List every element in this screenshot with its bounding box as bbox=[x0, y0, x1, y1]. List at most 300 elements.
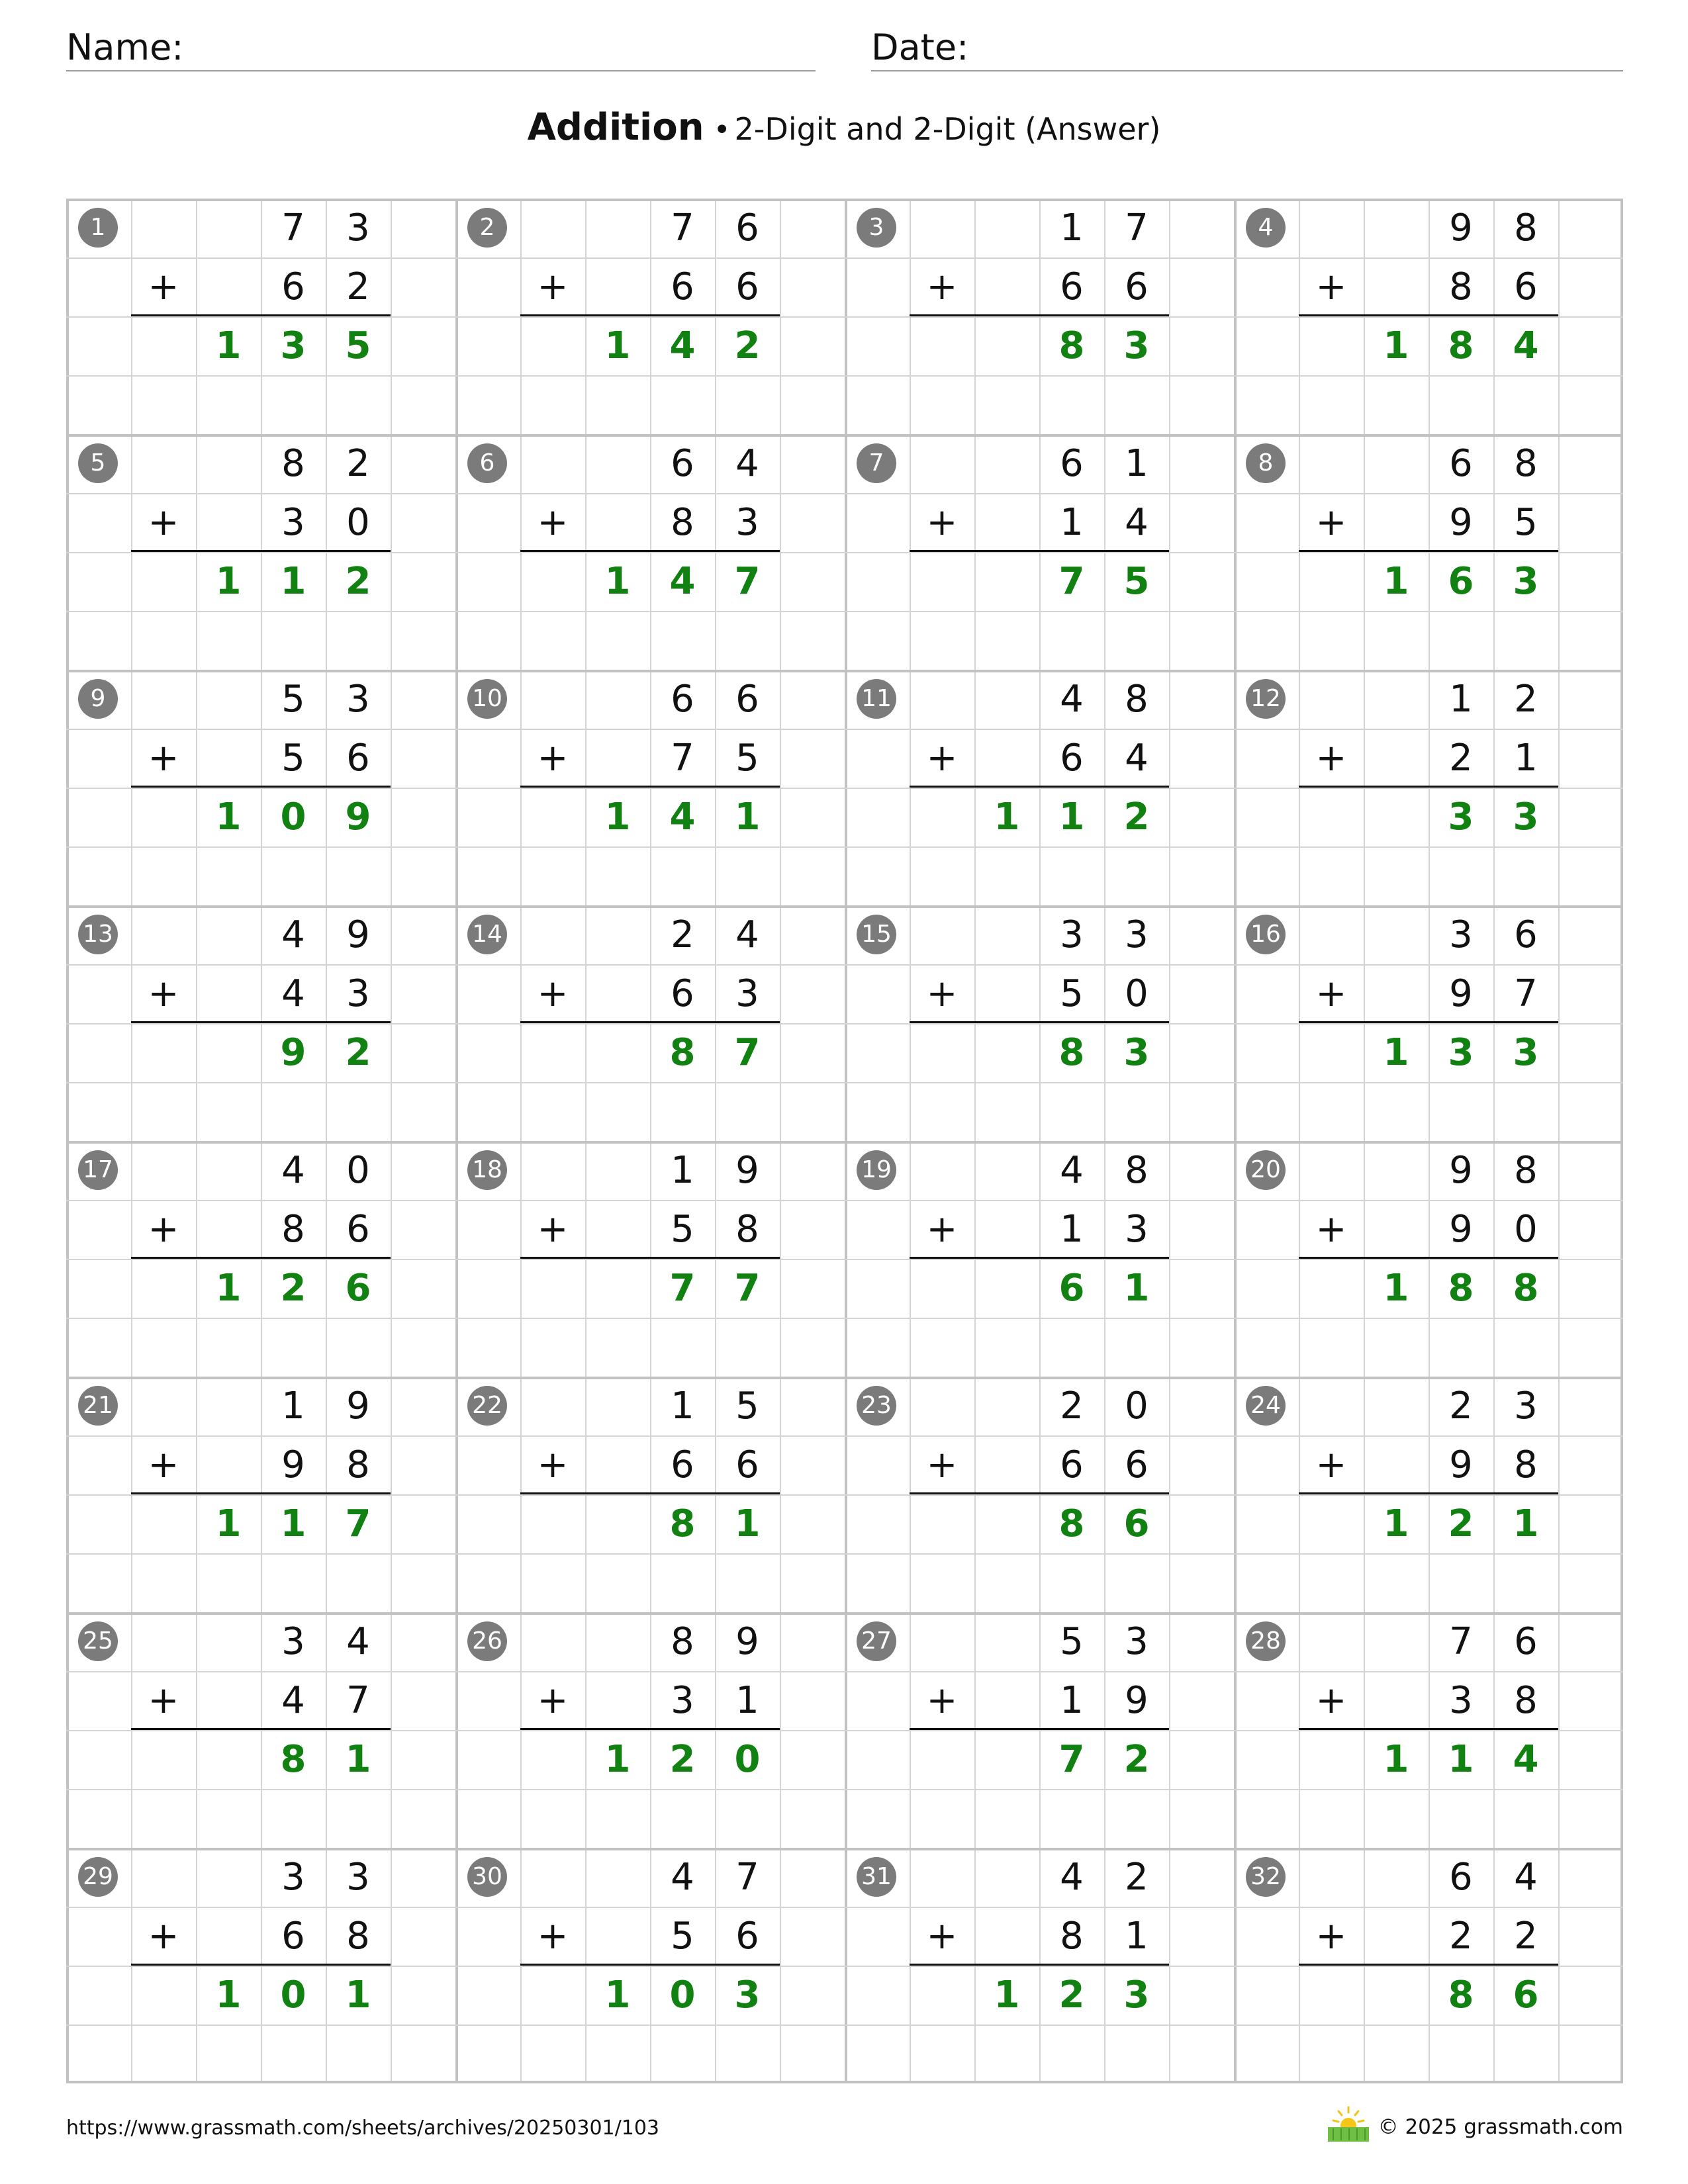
addend-top-digit: 2 bbox=[1449, 1385, 1473, 1428]
problem-number-badge: 3 bbox=[857, 208, 896, 248]
addend-bottom-digit: 6 bbox=[1125, 265, 1149, 308]
problem-31 bbox=[845, 1848, 1234, 2083]
addend-bottom-digit: 6 bbox=[671, 265, 694, 308]
problem-number-badge: 32 bbox=[1246, 1857, 1286, 1897]
answer-digit: 1 bbox=[604, 1738, 631, 1781]
addend-bottom-digit: 6 bbox=[1125, 1443, 1149, 1486]
answer-digit: 3 bbox=[1448, 796, 1474, 839]
addend-bottom-digit: 1 bbox=[1060, 501, 1084, 544]
plus-sign: + bbox=[148, 1915, 179, 1958]
addend-top-digit: 5 bbox=[1060, 1620, 1084, 1663]
problem-18 bbox=[455, 1141, 845, 1377]
answer-digit: 3 bbox=[734, 1974, 761, 2017]
plus-sign: + bbox=[926, 737, 958, 780]
answer-digit: 4 bbox=[669, 324, 696, 367]
addend-bottom-digit: 1 bbox=[1125, 1915, 1149, 1958]
title-subtitle: 2-Digit and 2-Digit (Answer) bbox=[734, 111, 1161, 147]
addend-top-digit: 6 bbox=[1514, 1620, 1538, 1663]
name-field[interactable] bbox=[66, 25, 816, 71]
problem-24 bbox=[1234, 1377, 1623, 1612]
problem-4 bbox=[1234, 199, 1623, 434]
plus-sign: + bbox=[148, 1679, 179, 1722]
answer-digit: 6 bbox=[1448, 560, 1474, 603]
answer-digit: 7 bbox=[1058, 1738, 1085, 1781]
problem-number-badge: 10 bbox=[467, 679, 507, 719]
addend-top-digit: 9 bbox=[1449, 1149, 1473, 1192]
addend-top-digit: 7 bbox=[281, 206, 305, 250]
answer-digit: 8 bbox=[1058, 1502, 1085, 1545]
addend-top-digit: 4 bbox=[1514, 1856, 1538, 1899]
addend-top-digit: 9 bbox=[1449, 206, 1473, 250]
answer-digit: 1 bbox=[215, 560, 242, 603]
problem-17 bbox=[66, 1141, 455, 1377]
date-field[interactable] bbox=[871, 25, 1623, 71]
addend-top-digit: 4 bbox=[346, 1620, 370, 1663]
problem-16 bbox=[1234, 905, 1623, 1141]
problem-number-badge: 31 bbox=[857, 1857, 896, 1897]
answer-digit: 1 bbox=[280, 560, 306, 603]
problem-21 bbox=[66, 1377, 455, 1612]
addend-bottom-digit: 1 bbox=[1060, 1208, 1084, 1251]
addend-top-digit: 4 bbox=[735, 913, 759, 956]
problem-number-badge: 25 bbox=[78, 1621, 118, 1661]
answer-digit: 5 bbox=[1123, 560, 1150, 603]
addend-top-digit: 3 bbox=[346, 1856, 370, 1899]
answer-digit: 1 bbox=[1383, 324, 1409, 367]
plus-sign: + bbox=[148, 737, 179, 780]
addend-bottom-digit: 8 bbox=[671, 501, 694, 544]
answer-digit: 3 bbox=[280, 324, 306, 367]
answer-digit: 2 bbox=[345, 1031, 371, 1074]
problem-15 bbox=[845, 905, 1234, 1141]
problem-13 bbox=[66, 905, 455, 1141]
addend-top-digit: 5 bbox=[735, 1385, 759, 1428]
addend-bottom-digit: 0 bbox=[1514, 1208, 1538, 1251]
answer-digit: 8 bbox=[280, 1738, 306, 1781]
answer-digit: 1 bbox=[1123, 1267, 1150, 1310]
addend-top-digit: 7 bbox=[1449, 1620, 1473, 1663]
answer-digit: 7 bbox=[734, 1031, 761, 1074]
answer-digit: 1 bbox=[215, 324, 242, 367]
addend-top-digit: 6 bbox=[1060, 442, 1084, 485]
addend-bottom-digit: 3 bbox=[735, 972, 759, 1015]
addend-top-digit: 1 bbox=[281, 1385, 305, 1428]
plus-sign: + bbox=[1315, 501, 1347, 544]
answer-digit: 0 bbox=[734, 1738, 761, 1781]
answer-digit: 9 bbox=[280, 1031, 306, 1074]
answer-digit: 1 bbox=[604, 1974, 631, 2017]
addend-bottom-digit: 8 bbox=[1449, 265, 1473, 308]
addend-top-digit: 0 bbox=[346, 1149, 370, 1192]
addend-bottom-digit: 8 bbox=[735, 1208, 759, 1251]
plus-sign: + bbox=[537, 265, 569, 308]
problem-number-badge: 21 bbox=[78, 1386, 118, 1426]
answer-digit: 1 bbox=[604, 796, 631, 839]
problem-number-badge: 8 bbox=[1246, 443, 1286, 483]
addend-bottom-digit: 9 bbox=[1449, 501, 1473, 544]
plus-sign: + bbox=[926, 1443, 958, 1486]
addend-top-digit: 2 bbox=[346, 442, 370, 485]
plus-sign: + bbox=[537, 972, 569, 1015]
answer-digit: 1 bbox=[1383, 1502, 1409, 1545]
problem-20 bbox=[1234, 1141, 1623, 1377]
answer-digit: 2 bbox=[1123, 796, 1150, 839]
problem-number-badge: 11 bbox=[857, 679, 896, 719]
answer-digit: 1 bbox=[345, 1974, 371, 2017]
addend-top-digit: 8 bbox=[281, 442, 305, 485]
addend-bottom-digit: 3 bbox=[735, 501, 759, 544]
problem-number-badge: 14 bbox=[467, 915, 507, 954]
addend-bottom-digit: 4 bbox=[281, 972, 305, 1015]
answer-digit: 8 bbox=[1448, 324, 1474, 367]
addend-top-digit: 9 bbox=[735, 1620, 759, 1663]
addend-top-digit: 7 bbox=[671, 206, 694, 250]
addend-top-digit: 4 bbox=[281, 913, 305, 956]
addend-bottom-digit: 6 bbox=[735, 1443, 759, 1486]
addend-top-digit: 3 bbox=[346, 678, 370, 721]
answer-digit: 2 bbox=[734, 324, 761, 367]
answer-digit: 2 bbox=[1123, 1738, 1150, 1781]
problem-number-badge: 26 bbox=[467, 1621, 507, 1661]
problem-12 bbox=[1234, 670, 1623, 905]
answer-digit: 1 bbox=[1383, 1738, 1409, 1781]
answer-digit: 1 bbox=[1448, 1738, 1474, 1781]
problem-3 bbox=[845, 199, 1234, 434]
problem-27 bbox=[845, 1612, 1234, 1848]
addend-top-digit: 9 bbox=[735, 1149, 759, 1192]
addend-bottom-digit: 3 bbox=[281, 501, 305, 544]
problem-grid bbox=[66, 199, 1623, 2083]
answer-digit: 6 bbox=[1058, 1267, 1085, 1310]
addend-top-digit: 3 bbox=[1125, 913, 1149, 956]
plus-sign: + bbox=[1315, 1679, 1347, 1722]
answer-digit: 8 bbox=[1513, 1267, 1539, 1310]
plus-sign: + bbox=[1315, 265, 1347, 308]
answer-digit: 3 bbox=[1513, 560, 1539, 603]
addend-bottom-digit: 8 bbox=[281, 1208, 305, 1251]
problem-2 bbox=[455, 199, 845, 434]
addend-top-digit: 4 bbox=[1060, 678, 1084, 721]
addend-bottom-digit: 7 bbox=[671, 737, 694, 780]
problem-6 bbox=[455, 434, 845, 670]
addend-top-digit: 4 bbox=[281, 1149, 305, 1192]
addend-bottom-digit: 4 bbox=[1125, 737, 1149, 780]
answer-digit: 1 bbox=[1383, 1031, 1409, 1074]
plus-sign: + bbox=[926, 972, 958, 1015]
answer-digit: 1 bbox=[1383, 1267, 1409, 1310]
problem-number-badge: 12 bbox=[1246, 679, 1286, 719]
problem-number-badge: 16 bbox=[1246, 915, 1286, 954]
addend-bottom-digit: 2 bbox=[346, 265, 370, 308]
addend-top-digit: 3 bbox=[1449, 913, 1473, 956]
plus-sign: + bbox=[926, 1208, 958, 1251]
problem-number-badge: 29 bbox=[78, 1857, 118, 1897]
problem-number-badge: 27 bbox=[857, 1621, 896, 1661]
addend-top-digit: 9 bbox=[346, 913, 370, 956]
plus-sign: + bbox=[537, 501, 569, 544]
answer-digit: 1 bbox=[215, 1974, 242, 2017]
problem-30 bbox=[455, 1848, 845, 2083]
answer-digit: 4 bbox=[1513, 1738, 1539, 1781]
problem-number-badge: 1 bbox=[78, 208, 118, 248]
plus-sign: + bbox=[1315, 972, 1347, 1015]
addend-top-digit: 3 bbox=[281, 1856, 305, 1899]
answer-digit: 3 bbox=[1513, 796, 1539, 839]
answer-digit: 8 bbox=[1058, 324, 1085, 367]
answer-digit: 3 bbox=[1513, 1031, 1539, 1074]
answer-digit: 1 bbox=[215, 796, 242, 839]
worksheet-title bbox=[0, 106, 1688, 149]
addend-bottom-digit: 8 bbox=[1514, 1679, 1538, 1722]
addend-top-digit: 1 bbox=[1125, 442, 1149, 485]
problem-14 bbox=[455, 905, 845, 1141]
addend-top-digit: 9 bbox=[346, 1385, 370, 1428]
addend-top-digit: 4 bbox=[1060, 1856, 1084, 1899]
addend-top-digit: 7 bbox=[1125, 206, 1149, 250]
problem-number-badge: 7 bbox=[857, 443, 896, 483]
answer-digit: 8 bbox=[669, 1502, 696, 1545]
problem-number-badge: 30 bbox=[467, 1857, 507, 1897]
plus-sign: + bbox=[1315, 737, 1347, 780]
answer-digit: 4 bbox=[669, 560, 696, 603]
answer-digit: 7 bbox=[734, 560, 761, 603]
problem-number-badge: 18 bbox=[467, 1150, 507, 1190]
addend-bottom-digit: 5 bbox=[671, 1208, 694, 1251]
problem-8 bbox=[1234, 434, 1623, 670]
answer-digit: 1 bbox=[1383, 560, 1409, 603]
addend-bottom-digit: 2 bbox=[1449, 737, 1473, 780]
answer-digit: 7 bbox=[1058, 560, 1085, 603]
problem-number-badge: 22 bbox=[467, 1386, 507, 1426]
answer-digit: 3 bbox=[1123, 1974, 1150, 2017]
addend-bottom-digit: 5 bbox=[1060, 972, 1084, 1015]
addend-bottom-digit: 6 bbox=[671, 1443, 694, 1486]
addend-top-digit: 8 bbox=[671, 1620, 694, 1663]
addend-top-digit: 8 bbox=[1514, 206, 1538, 250]
addend-bottom-digit: 9 bbox=[1449, 1208, 1473, 1251]
addend-top-digit: 8 bbox=[1514, 442, 1538, 485]
addend-bottom-digit: 2 bbox=[1449, 1915, 1473, 1958]
answer-digit: 1 bbox=[994, 1974, 1020, 2017]
answer-digit: 6 bbox=[345, 1267, 371, 1310]
addend-top-digit: 6 bbox=[1449, 1856, 1473, 1899]
addend-top-digit: 8 bbox=[1125, 1149, 1149, 1192]
grass-sun-icon bbox=[1325, 2105, 1372, 2144]
problem-22 bbox=[455, 1377, 845, 1612]
addend-bottom-digit: 5 bbox=[281, 737, 305, 780]
addend-top-digit: 3 bbox=[346, 206, 370, 250]
problem-number-badge: 19 bbox=[857, 1150, 896, 1190]
addend-bottom-digit: 4 bbox=[1125, 501, 1149, 544]
addend-bottom-digit: 9 bbox=[1449, 972, 1473, 1015]
addend-top-digit: 1 bbox=[671, 1385, 694, 1428]
problem-9 bbox=[66, 670, 455, 905]
plus-sign: + bbox=[926, 265, 958, 308]
problem-25 bbox=[66, 1612, 455, 1848]
answer-digit: 1 bbox=[215, 1267, 242, 1310]
plus-sign: + bbox=[148, 972, 179, 1015]
problem-1 bbox=[66, 199, 455, 434]
answer-digit: 8 bbox=[1448, 1974, 1474, 2017]
addend-top-digit: 3 bbox=[1060, 913, 1084, 956]
addend-top-digit: 2 bbox=[671, 913, 694, 956]
answer-digit: 8 bbox=[1448, 1267, 1474, 1310]
addend-bottom-digit: 8 bbox=[346, 1915, 370, 1958]
addend-bottom-digit: 5 bbox=[1514, 501, 1538, 544]
answer-digit: 4 bbox=[1513, 324, 1539, 367]
answer-digit: 0 bbox=[669, 1974, 696, 2017]
problem-28 bbox=[1234, 1612, 1623, 1848]
problem-number-badge: 6 bbox=[467, 443, 507, 483]
addend-top-digit: 6 bbox=[735, 678, 759, 721]
answer-digit: 1 bbox=[215, 1502, 242, 1545]
problem-26 bbox=[455, 1612, 845, 1848]
answer-digit: 5 bbox=[345, 324, 371, 367]
addend-top-digit: 5 bbox=[281, 678, 305, 721]
answer-digit: 0 bbox=[280, 1974, 306, 2017]
addend-bottom-digit: 3 bbox=[671, 1679, 694, 1722]
problem-number-badge: 17 bbox=[78, 1150, 118, 1190]
addend-bottom-digit: 6 bbox=[346, 1208, 370, 1251]
plus-sign: + bbox=[1315, 1443, 1347, 1486]
addend-top-digit: 3 bbox=[281, 1620, 305, 1663]
addend-top-digit: 6 bbox=[671, 442, 694, 485]
plus-sign: + bbox=[926, 501, 958, 544]
problem-29 bbox=[66, 1848, 455, 2083]
plus-sign: + bbox=[1315, 1208, 1347, 1251]
addend-top-digit: 4 bbox=[1060, 1149, 1084, 1192]
answer-digit: 2 bbox=[669, 1738, 696, 1781]
answer-digit: 2 bbox=[280, 1267, 306, 1310]
problem-number-badge: 23 bbox=[857, 1386, 896, 1426]
addend-bottom-digit: 9 bbox=[1449, 1443, 1473, 1486]
problem-number-badge: 13 bbox=[78, 915, 118, 954]
problem-32 bbox=[1234, 1848, 1623, 2083]
answer-digit: 8 bbox=[1058, 1031, 1085, 1074]
addend-bottom-digit: 3 bbox=[1125, 1208, 1149, 1251]
addend-top-digit: 8 bbox=[1514, 1149, 1538, 1192]
addend-bottom-digit: 6 bbox=[1514, 265, 1538, 308]
addend-top-digit: 6 bbox=[671, 678, 694, 721]
addend-bottom-digit: 4 bbox=[281, 1679, 305, 1722]
problem-11 bbox=[845, 670, 1234, 905]
plus-sign: + bbox=[537, 1208, 569, 1251]
plus-sign: + bbox=[537, 1915, 569, 1958]
addend-bottom-digit: 6 bbox=[281, 265, 305, 308]
problem-number-badge: 20 bbox=[1246, 1150, 1286, 1190]
addend-bottom-digit: 0 bbox=[346, 501, 370, 544]
addend-bottom-digit: 6 bbox=[281, 1915, 305, 1958]
plus-sign: + bbox=[926, 1679, 958, 1722]
plus-sign: + bbox=[537, 1679, 569, 1722]
addend-top-digit: 1 bbox=[671, 1149, 694, 1192]
addend-bottom-digit: 7 bbox=[346, 1679, 370, 1722]
problem-23 bbox=[845, 1377, 1234, 1612]
addend-bottom-digit: 1 bbox=[1060, 1679, 1084, 1722]
problem-number-badge: 5 bbox=[78, 443, 118, 483]
date-label: Date: bbox=[871, 26, 969, 68]
plus-sign: + bbox=[1315, 1915, 1347, 1958]
answer-digit: 1 bbox=[734, 1502, 761, 1545]
answer-digit: 3 bbox=[1448, 1031, 1474, 1074]
addend-bottom-digit: 6 bbox=[735, 265, 759, 308]
addend-bottom-digit: 6 bbox=[735, 1915, 759, 1958]
addend-bottom-digit: 3 bbox=[346, 972, 370, 1015]
answer-digit: 1 bbox=[280, 1502, 306, 1545]
addend-top-digit: 4 bbox=[671, 1856, 694, 1899]
problem-number-badge: 9 bbox=[78, 679, 118, 719]
addend-bottom-digit: 5 bbox=[671, 1915, 694, 1958]
addend-bottom-digit: 5 bbox=[735, 737, 759, 780]
answer-digit: 7 bbox=[345, 1502, 371, 1545]
answer-digit: 6 bbox=[1513, 1974, 1539, 2017]
answer-digit: 7 bbox=[734, 1267, 761, 1310]
problem-19 bbox=[845, 1141, 1234, 1377]
problem-number-badge: 28 bbox=[1246, 1621, 1286, 1661]
addend-bottom-digit: 6 bbox=[1060, 1443, 1084, 1486]
problem-number-badge: 24 bbox=[1246, 1386, 1286, 1426]
addend-bottom-digit: 6 bbox=[1060, 737, 1084, 780]
answer-digit: 1 bbox=[345, 1738, 371, 1781]
problem-7 bbox=[845, 434, 1234, 670]
addend-bottom-digit: 1 bbox=[735, 1679, 759, 1722]
addend-top-digit: 2 bbox=[1125, 1856, 1149, 1899]
title-main: Addition bbox=[527, 106, 704, 149]
addend-bottom-digit: 2 bbox=[1514, 1915, 1538, 1958]
addend-bottom-digit: 3 bbox=[1449, 1679, 1473, 1722]
answer-digit: 1 bbox=[994, 796, 1020, 839]
addend-bottom-digit: 9 bbox=[1125, 1679, 1149, 1722]
answer-digit: 1 bbox=[604, 324, 631, 367]
addend-bottom-digit: 8 bbox=[1514, 1443, 1538, 1486]
answer-digit: 0 bbox=[280, 796, 306, 839]
addend-top-digit: 7 bbox=[735, 1856, 759, 1899]
addend-top-digit: 6 bbox=[1514, 913, 1538, 956]
addend-bottom-digit: 9 bbox=[281, 1443, 305, 1486]
addend-bottom-digit: 8 bbox=[346, 1443, 370, 1486]
addend-top-digit: 6 bbox=[735, 206, 759, 250]
plus-sign: + bbox=[537, 1443, 569, 1486]
plus-sign: + bbox=[926, 1915, 958, 1958]
answer-digit: 9 bbox=[345, 796, 371, 839]
plus-sign: + bbox=[148, 501, 179, 544]
answer-digit: 1 bbox=[734, 796, 761, 839]
answer-digit: 2 bbox=[345, 560, 371, 603]
addend-bottom-digit: 1 bbox=[1514, 737, 1538, 780]
addend-bottom-digit: 6 bbox=[671, 972, 694, 1015]
addend-top-digit: 0 bbox=[1125, 1385, 1149, 1428]
addend-bottom-digit: 6 bbox=[346, 737, 370, 780]
name-label: Name: bbox=[66, 26, 184, 68]
answer-digit: 4 bbox=[669, 796, 696, 839]
problem-10 bbox=[455, 670, 845, 905]
problem-number-badge: 4 bbox=[1246, 208, 1286, 248]
answer-digit: 2 bbox=[1058, 1974, 1085, 2017]
answer-digit: 3 bbox=[1123, 1031, 1150, 1074]
addend-top-digit: 3 bbox=[1514, 1385, 1538, 1428]
footer-copyright: © 2025 grassmath.com bbox=[1378, 2115, 1623, 2139]
addend-top-digit: 2 bbox=[1060, 1385, 1084, 1428]
addend-top-digit: 6 bbox=[1449, 442, 1473, 485]
addend-bottom-digit: 0 bbox=[1125, 972, 1149, 1015]
addend-top-digit: 1 bbox=[1060, 206, 1084, 250]
plus-sign: + bbox=[537, 737, 569, 780]
footer-url[interactable]: https://www.grassmath.com/sheets/archives/20250301/103 bbox=[66, 2116, 660, 2140]
addend-top-digit: 1 bbox=[1449, 678, 1473, 721]
addend-top-digit: 3 bbox=[1125, 1620, 1149, 1663]
answer-digit: 7 bbox=[669, 1267, 696, 1310]
plus-sign: + bbox=[148, 1443, 179, 1486]
